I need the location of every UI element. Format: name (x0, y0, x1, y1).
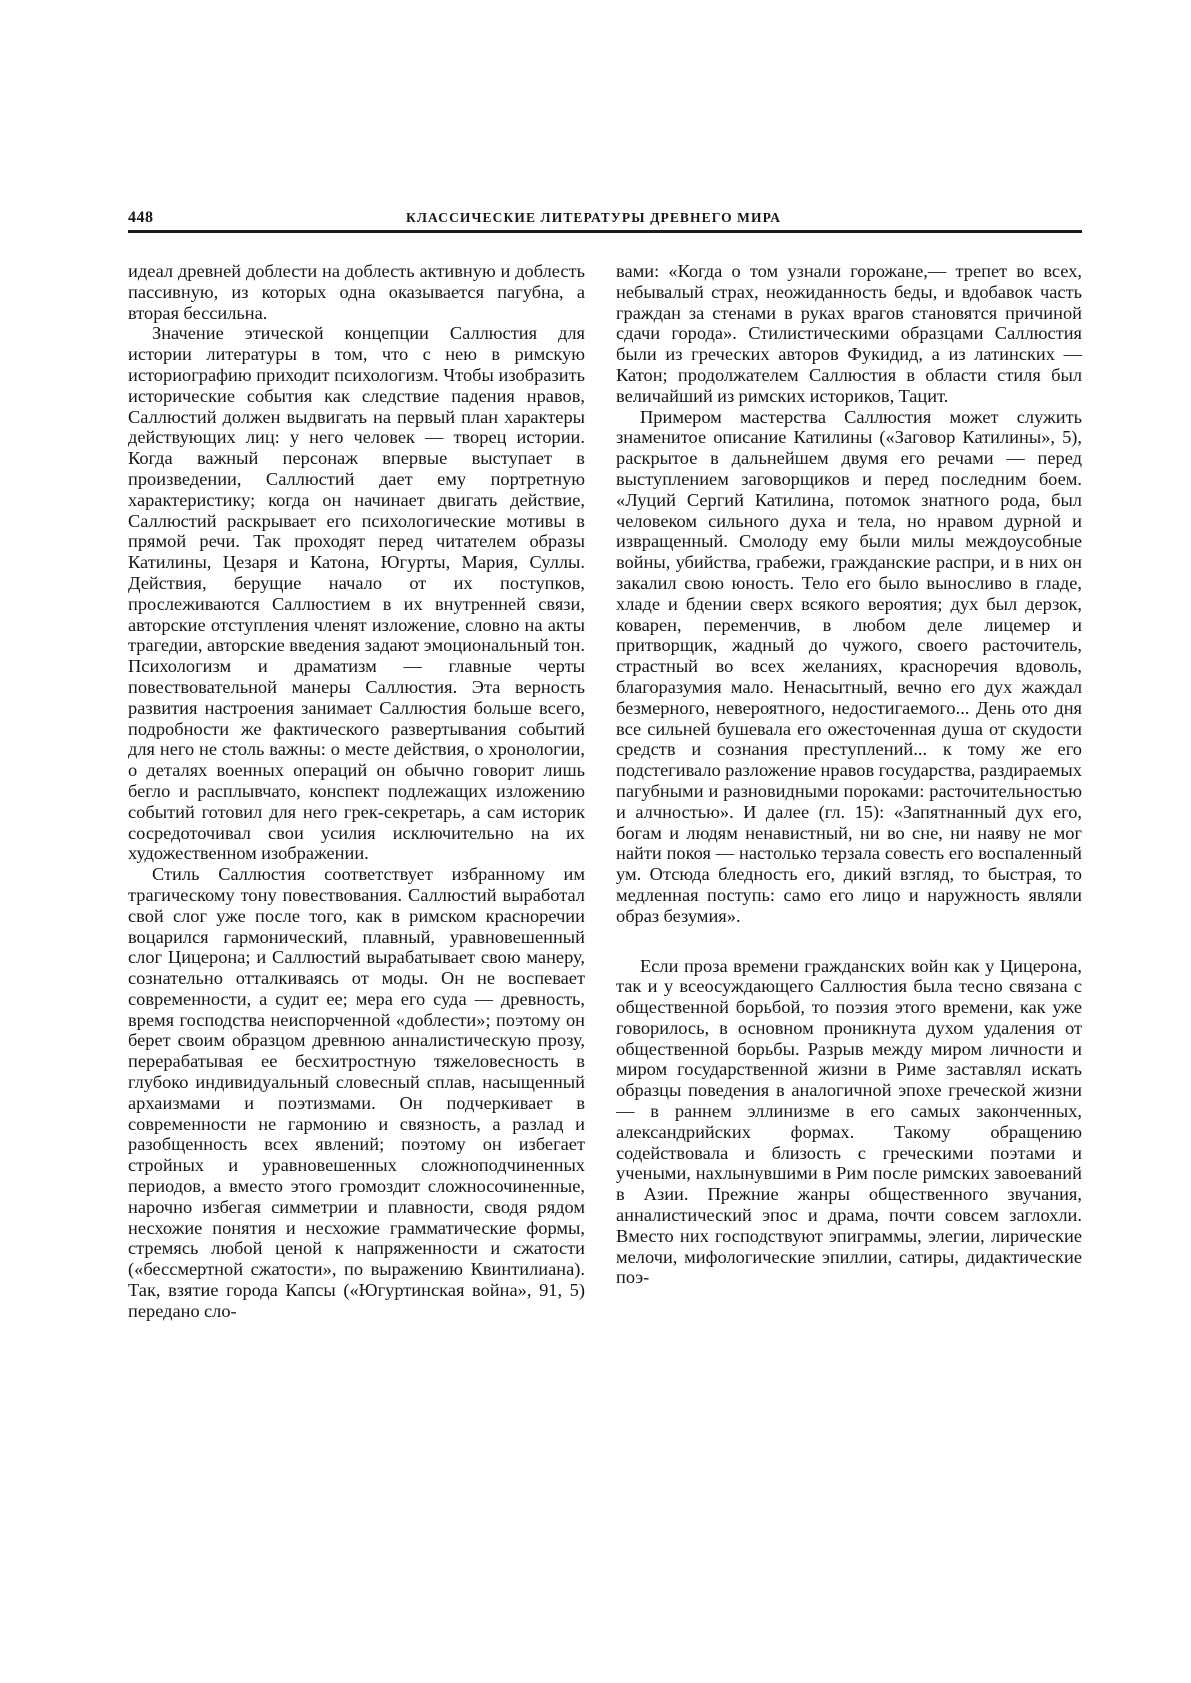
right-column (616, 261, 1082, 1288)
left-column (128, 261, 585, 1322)
paragraph: вами: «Когда о том узнали горожане,— трепет во всех, небывалый страх, неожиданность беды, и вдобавок часть граждан за стенами в руках врагов становятся причиной сдачи города». Стилистическими образцами Саллюстия были из греческих авторов Фукидид, а из латинских — Катон; продолжателем Саллюстия в области стиля был величайший из римских историков, Тацит. (616, 261, 1082, 406)
running-title: КЛАССИЧЕСКИЕ ЛИТЕРАТУРЫ ДРЕВНЕГО МИРА (406, 210, 782, 225)
paragraph: Значение этической концепции Саллюстия для истории литературы в том, что с нею в римскую историографию приходит психологизм. Чтобы изобразить исторические события как следствие падения нравов, Саллюстий должен выдвигать на первый план характеры действующих лиц: у него человек — творец истории. Когда важный персонаж впервые выступает в произведении, Саллюстий дает ему портретную характеристику; когда он начинает двигать действие, Саллюстий раскрывает его психологические мотивы в прямой речи. Так проходят перед читателем образы Катилины, Цезаря и Катона, Югурты, Мария, Суллы. Действия, берущие начало от их поступков, прослеживаются Саллюстием в их внутренней связи, авторские отступления членят изложение, словно на акты трагедии, авторские введения задают эмоциональный тон. Психологизм и драматизм — главные черты повествовательной манеры Саллюстия. Эта верность развития настроения занимает Саллюстия больше всего, подробности же фактического развертывания событий для него не столь важны: о месте действия, о хронологии, о деталях военных операций он обычно говорит лишь бегло и расплывчато, конспект подлежащих изложению событий готовил для него грек-секретарь, а сам историк сосредоточивал свои усилия исключительно на их художественном изображении. (128, 323, 585, 864)
page-number: 448 (128, 209, 154, 226)
paragraph: Если проза времени гражданских войн как у Цицерона, так и у всеосуждающего Саллюстия была тесно связана с общественной борьбой, то поэзия этого времени, как уже говорилось, в основном проникнута духом удаления от общественной борьбы. Разрыв между миром личности и миром государственной жизни в Риме заставлял искать образцы поведения в аналогичной эпохе греческой жизни — в раннем эллинизме в его самых законченных, александрийских формах. Такому обращению содействовала и близость с греческими поэтами и учеными, нахлынувшими в Рим после римских завоеваний в Азии. Прежние жанры общественного звучания, анналистический эпос и драма, почти совсем заглохли. Вместо них господствуют эпиграммы, элегии, лирические мелочи, мифологические эпиллии, сатиры, дидактические поэ- (616, 955, 1082, 1288)
paragraph: Стиль Саллюстия соответствует избранному им трагическому тону повествования. Саллюстий выработал свой слог уже после того, как в римском красноречии воцарился гармонический, плавный, уравновешенный слог Цицерона; и Саллюстий вырабатывает свою манеру, сознательно отталкиваясь от моды. Он не воспевает современности, а судит ее; мера его суда — древность, время господства неиспорченной «доблести»; поэтому он берет своим образцом древнюю анналистическую прозу, перерабатывая ее бесхитростную тяжеловесность в глубоко индивидуальный словесный сплав, насыщенный архаизмами и поэтизмами. Он подчеркивает в современности не гармонию и связность, а разлад и разобщенность всех явлений; поэтому он избегает стройных и уравновешенных сложноподчиненных периодов, а вместо этого громоздит сложносочиненные, нарочно избегая симметрии и плавности, сводя рядом несхожие понятия и несхожие грамматические формы, стремясь любой ценой к напряженности и сжатости («бессмертной сжатости», по выражению Квинтилиана). Так, взятие города Капсы («Югуртинская война», 91, 5) передано сло- (128, 864, 585, 1321)
paragraph: идеал древней доблести на доблесть активную и доблесть пассивную, из которых одна оказывается пагубна, а вторая бессильна. (128, 261, 585, 323)
header-rule (128, 230, 1082, 233)
paragraph: Примером мастерства Саллюстия может служить знаменитое описание Катилины («Заговор Катилины», 5), раскрытое в дальнейшем двумя его речами — перед выступлением заговорщиков и перед последним боем. «Луций Сергий Катилина, потомок знатного рода, был человеком сильного духа и тела, но нравом дурной и извращенный. Смолоду ему были милы междоусобные войны, убийства, грабежи, гражданские распри, и в них он закалил свою юность. Тело его было выносливо в гладе, хладе и бдении сверх всякого вероятия; дух был дерзок, коварен, переменчив, в любом деле лицемер и притворщик, жадный до чужого, своего расточитель, страстный во всех желаниях, красноречия вдоволь, благоразумия мало. Ненасытный, вечно его дух жаждал безмерного, невероятного, недостигаемого... День ото дня все сильней бушевала его ожесточенная душа от скудости средств и сознания преступлений... к тому же его подстегивало разложение нравов государства, раздираемых пагубными и разновидными пороками: расточительностью и алчностью». И далее (гл. 15): «Запятнанный дух его, богам и людям ненавистный, ни во сне, ни наяву не мог найти покоя — настолько терзала совесть его воспаленный ум. Отсюда бледность его, дикий взгляд, то быстрая, то медленная поступь: само его лицо и наружность являли образ безумия». (616, 406, 1082, 926)
